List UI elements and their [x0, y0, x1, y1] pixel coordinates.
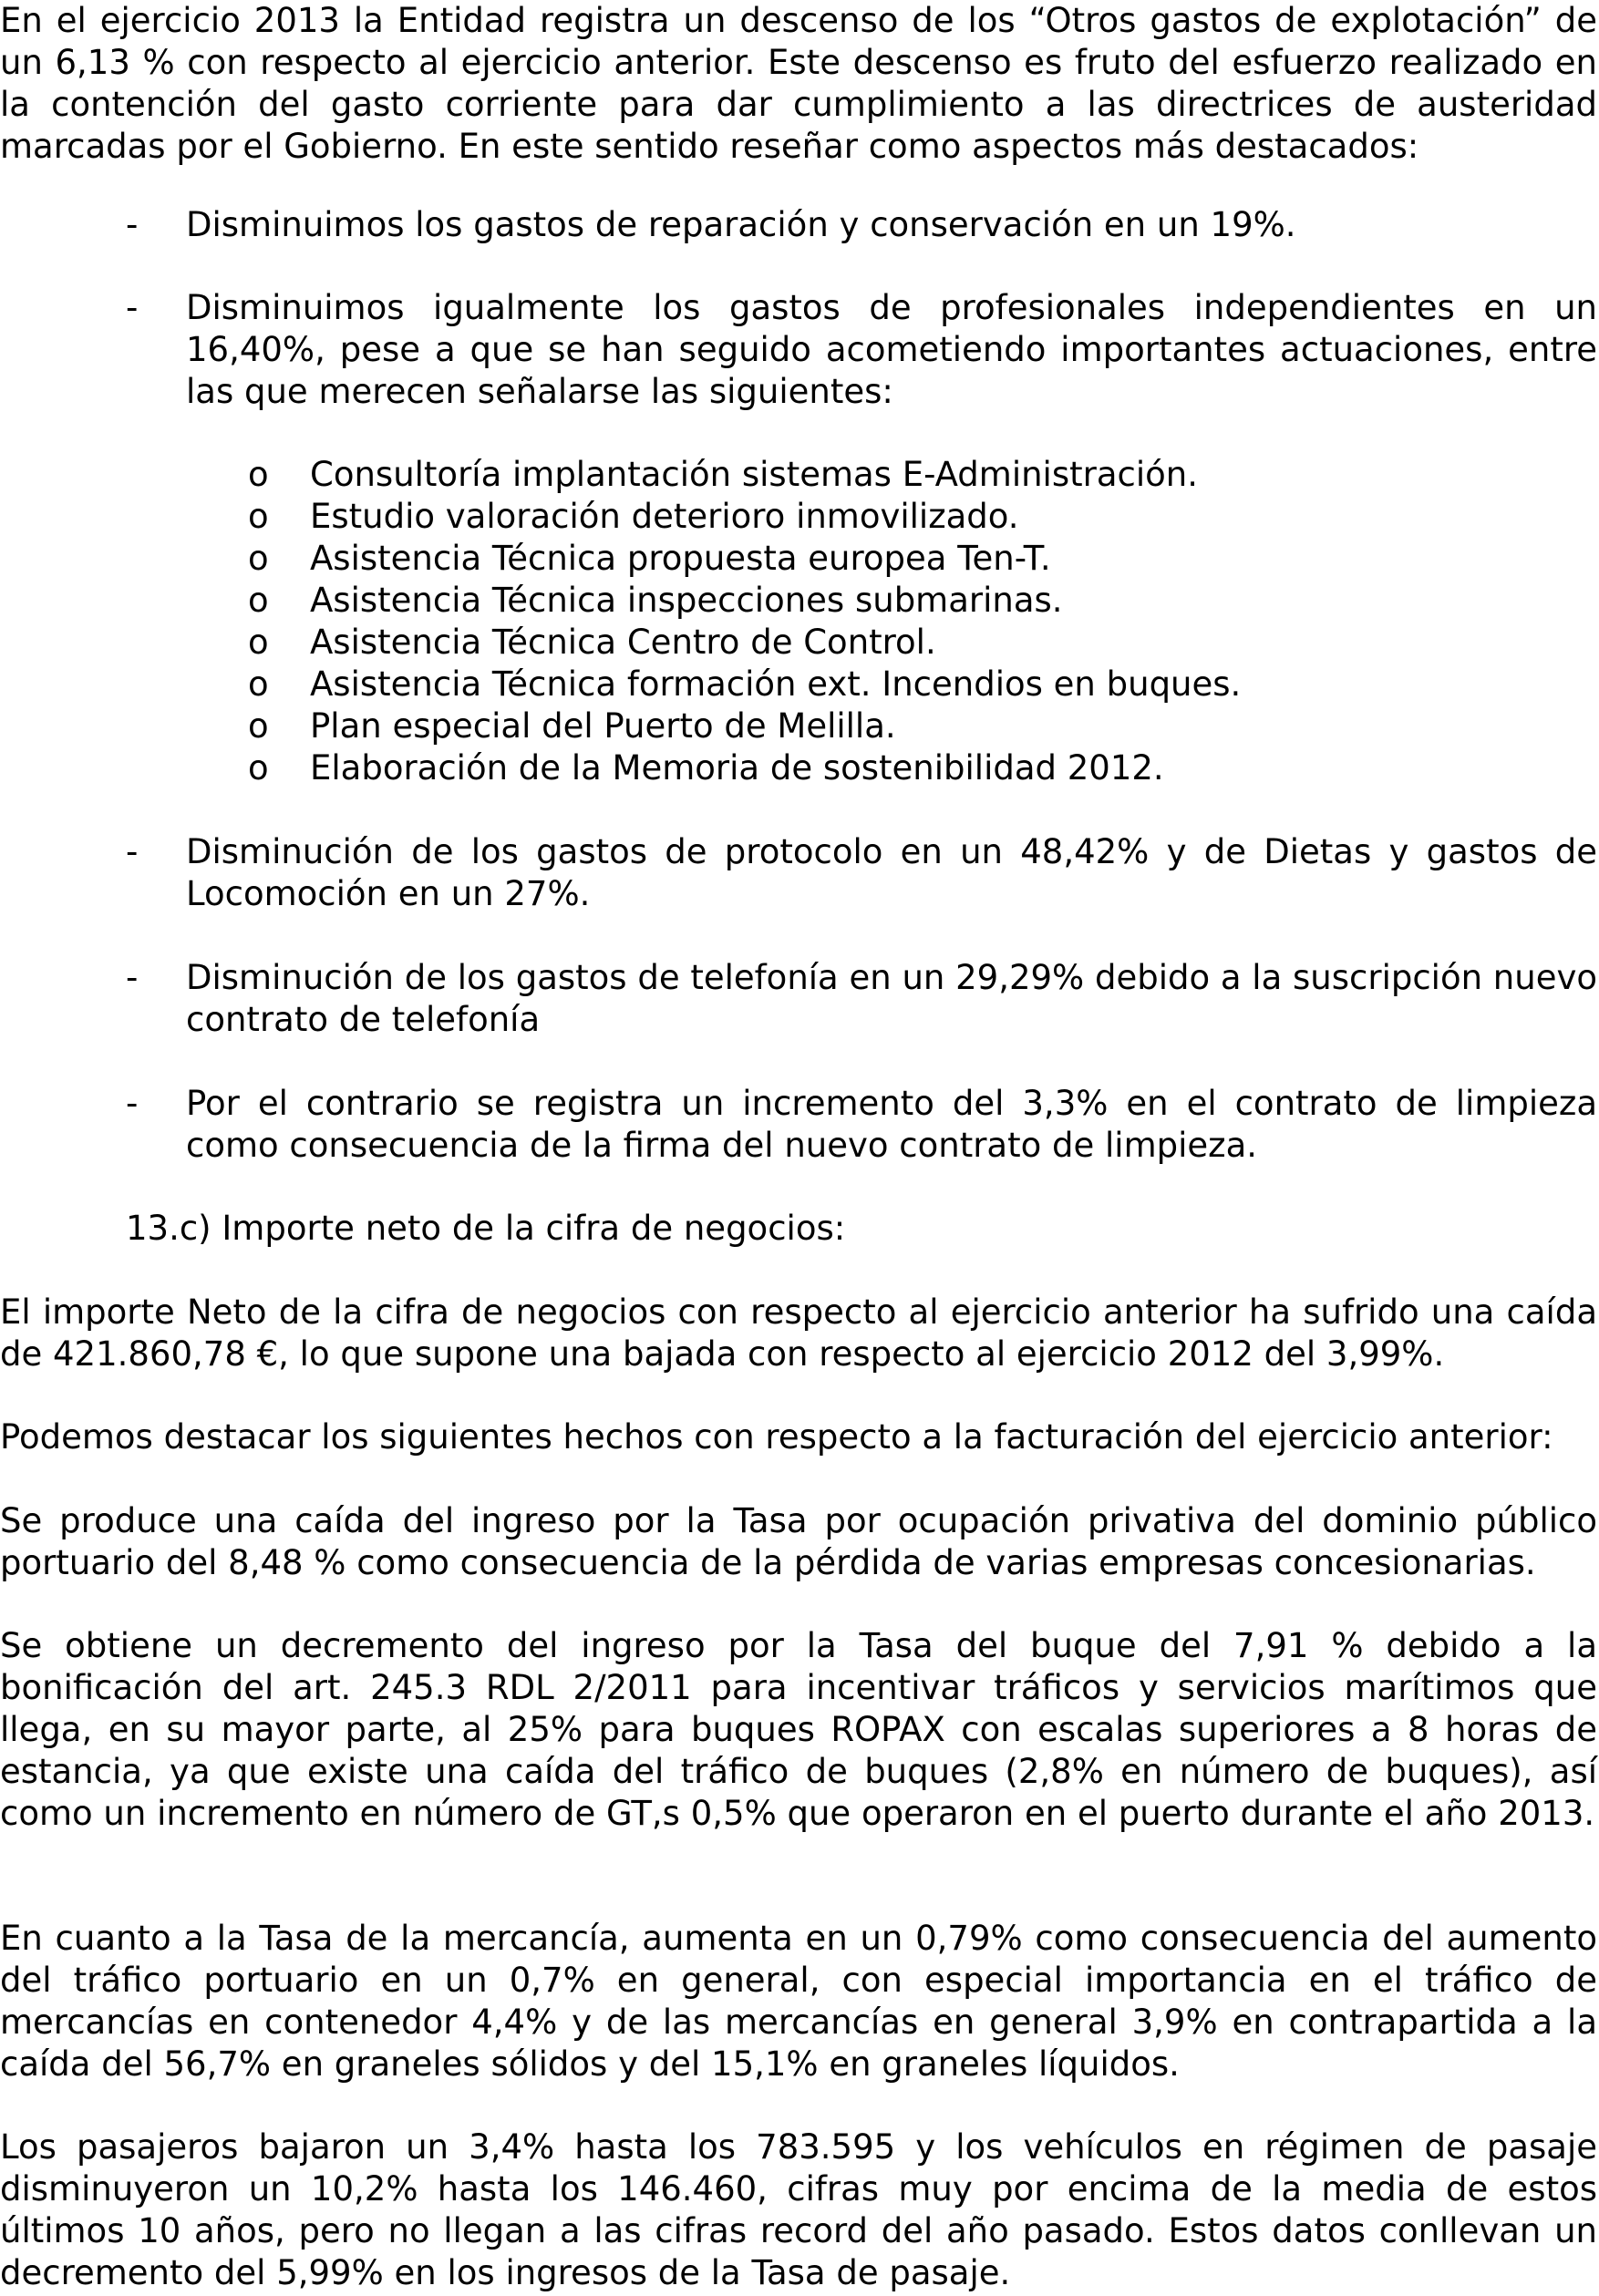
circle-bullet-icon: o [248, 748, 269, 788]
circle-bullet-icon: o [248, 581, 269, 620]
sub-item-text: Asistencia Técnica formación ext. Incendios en buques. [310, 664, 1242, 704]
body-paragraph: Los pasajeros bajaron un 3,4% hasta los 783.595 y los vehículos en régimen de pasaje disminuyeron un 10,2% hasta los 146.460, cifras muy por encima de la media de estos últimos 10 años, pero no llegan a las cifras record del año pasado. Estos datos conllevan un decremento del 5,99% en los ingresos de la Tasa de pasaje. [0, 2127, 1597, 2292]
sub-item-text: Asistencia Técnica Centro de Control. [310, 623, 936, 662]
sub-item-text: Plan especial del Puerto de Melilla. [310, 706, 896, 746]
bullet-text: Disminuimos los gastos de reparación y conservación en un 19%. [186, 205, 1296, 244]
body-paragraph: Se obtiene un decremento del ingreso por la Tasa del buque del 7,91 % debido a la bonificación del art. 245.3 RDL 2/2011 para incentivar tráficos y servicios marítimos que llega, en su mayor parte, al 25% para buques ROPAX con escalas superiores a 8 horas de estancia, ya que existe una caída del tráfico de buques (2,8% en número de buques), así como un incremento en número de GT,s 0,5% que operaron en el puerto durante el año 2013. [0, 1626, 1597, 1833]
circle-bullet-icon: o [248, 706, 269, 746]
circle-bullet-icon: o [248, 539, 269, 578]
sub-item-text: Asistencia Técnica inspecciones submarinas. [310, 581, 1063, 620]
section-heading: 13.c) Importe neto de la cifra de negocios: [126, 1209, 846, 1248]
bullet-text: Por el contrario se registra un incremento del 3,3% en el contrato de limpieza como consecuencia de la firma del nuevo contrato de limpieza. [186, 1084, 1597, 1165]
sub-item-text: Asistencia Técnica propuesta europea Ten-T. [310, 539, 1051, 578]
body-paragraph: Se produce una caída del ingreso por la Tasa por ocupación privativa del dominio público portuario del 8,48 % como consecuencia de la pérdida de varias empresas concesionarias. [0, 1501, 1597, 1582]
sub-item-text: Consultoría implantación sistemas E-Administración. [310, 455, 1198, 494]
bullet-text: Disminución de los gastos de protocolo en un 48,42% y de Dietas y gastos de Locomoción en un 27%. [186, 832, 1597, 913]
dash-marker: - [126, 1084, 139, 1123]
circle-bullet-icon: o [248, 497, 269, 536]
dash-marker: - [126, 832, 139, 871]
circle-bullet-icon: o [248, 664, 269, 704]
dash-marker: - [126, 205, 139, 244]
body-paragraph: En cuanto a la Tasa de la mercancía, aumenta en un 0,79% como consecuencia del aumento del tráfico portuario en un 0,7% en general, con especial importancia en el tráfico de mercancías en contenedor 4,4% y de las mercancías en general 3,9% en contrapartida a la caída del 56,7% en graneles sólidos y del 15,1% en graneles líquidos. [0, 1919, 1597, 2084]
dash-marker: - [126, 958, 139, 997]
bullet-text: Disminuimos igualmente los gastos de profesionales independientes en un 16,40%, pese a que se han seguido acometiendo importantes actuaciones, entre las que merecen señalarse las siguientes: [186, 288, 1597, 411]
sub-item-text: Elaboración de la Memoria de sostenibilidad 2012. [310, 748, 1164, 788]
body-paragraph: Podemos destacar los siguientes hechos con respecto a la facturación del ejercicio anterior: [0, 1417, 1553, 1457]
intro-paragraph: En el ejercicio 2013 la Entidad registra un descenso de los “Otros gastos de explotación” de un 6,13 % con respecto al ejercicio anterior. Este descenso es fruto del esfuerzo realizado en la contención del gasto corriente para dar cumplimiento a las directrices de austeridad marcadas por el Gobierno. En este sentido reseñar como aspectos más destacados: [0, 1, 1597, 166]
circle-bullet-icon: o [248, 623, 269, 662]
sub-item-text: Estudio valoración deterioro inmovilizado. [310, 497, 1019, 536]
dash-marker: - [126, 288, 139, 327]
bullet-text: Disminución de los gastos de telefonía en un 29,29% debido a la suscripción nuevo contrato de telefonía [186, 958, 1598, 1039]
body-paragraph: El importe Neto de la cifra de negocios con respecto al ejercicio anterior ha sufrido una caída de 421.860,78 €, lo que supone una bajada con respecto al ejercicio 2012 del 3,99%. [0, 1292, 1597, 1374]
circle-bullet-icon: o [248, 455, 269, 494]
